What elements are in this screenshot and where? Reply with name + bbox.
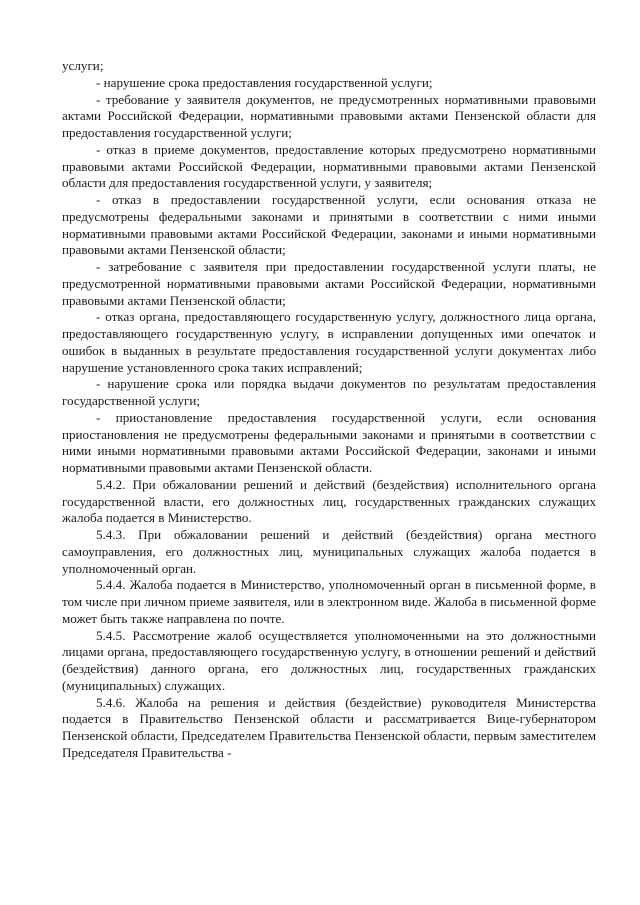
paragraph: 5.4.6. Жалоба на решения и действия (бездействие) руководителя Министерства подается в Правительство Пензенской области и рассматривается Вице-губернатором Пензенской области, Председателем Правительства Пензенской области, первым заместителем Председателя Правительства - xyxy=(62,694,596,760)
document-page xyxy=(62,58,596,762)
paragraph: - нарушение срока или порядка выдачи документов по результатам предоставления государственной услуги; xyxy=(62,376,596,408)
paragraph: - требование у заявителя документов, не предусмотренных нормативными правовыми актами Российской Федерации, нормативными правовыми актами Пензенской области для предоставления государственной услуги; xyxy=(62,91,596,140)
paragraph: 5.4.5. Рассмотрение жалоб осуществляется уполномоченными на это должностными лицами органа, предоставляющего государственную услугу, в отношении решений и действий (бездействия) данного органа, его должностных лиц, государственных гражданских (муниципальных) служащих. xyxy=(62,627,596,693)
paragraph: 5.4.3. При обжаловании решений и действий (бездействия) органа местного самоуправления, его должностных лиц, муниципальных служащих жалоба подается в уполномоченный орган. xyxy=(62,527,596,576)
paragraph: услуги; xyxy=(62,58,104,73)
paragraph: - отказ в приеме документов, предоставление которых предусмотрено нормативными правовыми актами Российской Федерации, нормативными правовыми актами Пензенской области для предоставления государственной услуги, у заявителя; xyxy=(62,141,596,191)
paragraph: 5.4.2. При обжаловании решений и действий (бездействия) исполнительного органа государственной власти, его должностных лиц, государственных гражданских служащих жалоба подается в Министерство. xyxy=(62,476,596,526)
paragraph: 5.4.4. Жалоба подается в Министерство, уполномоченный орган в письменной форме, в том числе при личном приеме заявителя, или в электронном виде. Жалоба в письменной форме может быть также направлена по почте. xyxy=(62,577,596,626)
paragraph: - затребование с заявителя при предоставлении государственной услуги платы, не предусмотренной нормативными правовыми актами Российской Федерации, нормативными правовыми актами Пензенской области; xyxy=(62,259,596,308)
paragraph: - приостановление предоставления государственной услуги, если основания приостановления не предусмотрены федеральными законами и принятыми в соответствии с ними иными нормативными правовыми актами Российской Федерации, законами и иными нормативными правовыми актами Пензенской области. xyxy=(62,409,596,475)
paragraph: - отказ органа, предоставляющего государственную услугу, должностного лица органа, предоставляющего государственную услугу, в исправлении допущенных ими опечаток и ошибок в выданных в результате предоставления государственной услуги документах либо нарушение установленного срока таких исправлений; xyxy=(62,309,596,375)
paragraph: - нарушение срока предоставления государственной услуги; xyxy=(96,74,433,90)
paragraph: - отказ в предоставлении государственной услуги, если основания отказа не предусмотрены федеральными законами и принятыми в соответствии с ними иными нормативными правовыми актами Российской Федерации, законами и иными нормативными правовыми актами Пензенской области; xyxy=(62,192,596,258)
